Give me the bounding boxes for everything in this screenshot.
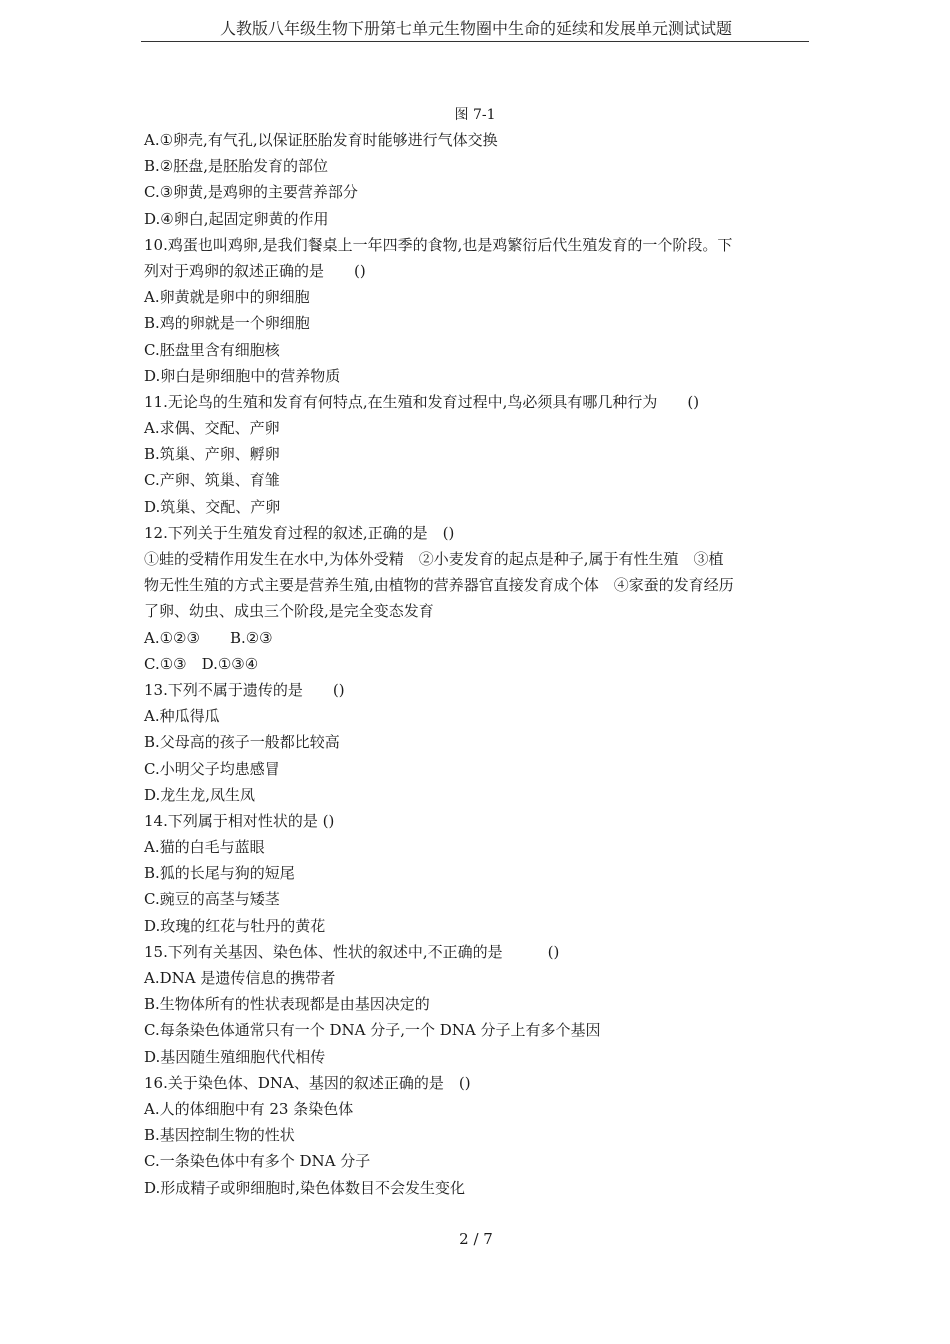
text-line: B.鸡的卵就是一个卵细胞 (144, 314, 310, 333)
text-line: A.猫的白毛与蓝眼 (144, 838, 265, 857)
text-line: C.胚盘里含有细胞核 (144, 340, 280, 359)
text-line: 了卵、幼虫、成虫三个阶段,是完全变态发育 (144, 602, 434, 621)
text-line: B.②胚盘,是胚胎发育的部位 (144, 157, 329, 176)
page-header-title: 人教版八年级生物下册第七单元生物圈中生命的延续和发展单元测试试题 (219, 19, 732, 38)
question-15-stem: 15.下列有关基因、染色体、性状的叙述中,不正确的是 () (144, 942, 560, 961)
text-line: 列对于鸡卵的叙述正确的是 () (144, 261, 366, 280)
question-13-stem: 13.下列不属于遗传的是 () (144, 680, 345, 699)
text-line: B.基因控制生物的性状 (144, 1126, 295, 1145)
question-12-stem: 12.下列关于生殖发育过程的叙述,正确的是 () (144, 523, 455, 542)
question-10-stem: 10.鸡蛋也叫鸡卵,是我们餐桌上一年四季的食物,也是鸡繁衍后代生殖发育的一个阶段。下 (144, 235, 733, 254)
text-line: C.一条染色体中有多个 DNA 分子 (144, 1152, 371, 1171)
text-line: A.①②③ B.②③ (144, 628, 273, 647)
text-line: C.③卵黄,是鸡卵的主要营养部分 (144, 183, 358, 202)
text-line: D.形成精子或卵细胞时,染色体数目不会发生变化 (144, 1178, 466, 1197)
text-line: D.④卵白,起固定卵黄的作用 (144, 209, 329, 228)
text-line: D.卵白是卵细胞中的营养物质 (144, 366, 341, 385)
figure-caption: 图 7-1 (454, 107, 496, 123)
text-line: B.父母高的孩子一般都比较高 (144, 733, 340, 752)
text-line: A.人的体细胞中有 23 条染色体 (144, 1099, 354, 1118)
text-line: B.狐的长尾与狗的短尾 (144, 864, 295, 883)
text-line: D.玫瑰的红花与牡丹的黄花 (144, 916, 326, 935)
text-line: A.DNA 是遗传信息的携带者 (144, 969, 336, 987)
question-16-stem: 16.关于染色体、DNA、基因的叙述正确的是 () (144, 1073, 471, 1092)
question-14-stem: 14.下列属于相对性状的是 () (144, 811, 335, 830)
text-line: C.小明父子均患感冒 (144, 759, 280, 778)
text-line: C.产卵、筑巢、育雏 (144, 471, 280, 490)
text-line: B.筑巢、产卵、孵卵 (144, 445, 280, 464)
text-line: B.生物体所有的性状表现都是由基因决定的 (144, 995, 430, 1014)
text-line: C.豌豆的高茎与矮茎 (144, 890, 280, 909)
text-line: ①蛙的受精作用发生在水中,为体外受精 ②小麦发育的起点是种子,属于有性生殖 ③植 (144, 550, 724, 568)
page-number: 2 / 7 (459, 1230, 493, 1248)
question-11-stem: 11.无论鸟的生殖和发育有何特点,在生殖和发育过程中,鸟必须具有哪几种行为 () (144, 392, 700, 411)
question-content (144, 127, 808, 1201)
text-line: D.筑巢、交配、产卵 (144, 497, 281, 516)
text-line: D.基因随生殖细胞代代相传 (144, 1047, 326, 1066)
text-line: 物无性生殖的方式主要是营养生殖,由植物的营养器官直接发育成个体 ④家蚕的发育经历 (144, 576, 734, 595)
text-line: A.卵黄就是卵中的卵细胞 (144, 288, 310, 307)
text-line: A.①卵壳,有气孔,以保证胚胎发育时能够进行气体交换 (144, 131, 498, 149)
text-line: A.种瓜得瓜 (144, 707, 220, 726)
text-line: C.每条染色体通常只有一个 DNA 分子,一个 DNA 分子上有多个基因 (144, 1021, 601, 1040)
text-line: A.求偶、交配、产卵 (144, 419, 280, 438)
text-line: C.①③ D.①③④ (144, 654, 259, 673)
text-line: D.龙生龙,凤生凤 (144, 785, 256, 804)
header-divider (141, 41, 809, 42)
